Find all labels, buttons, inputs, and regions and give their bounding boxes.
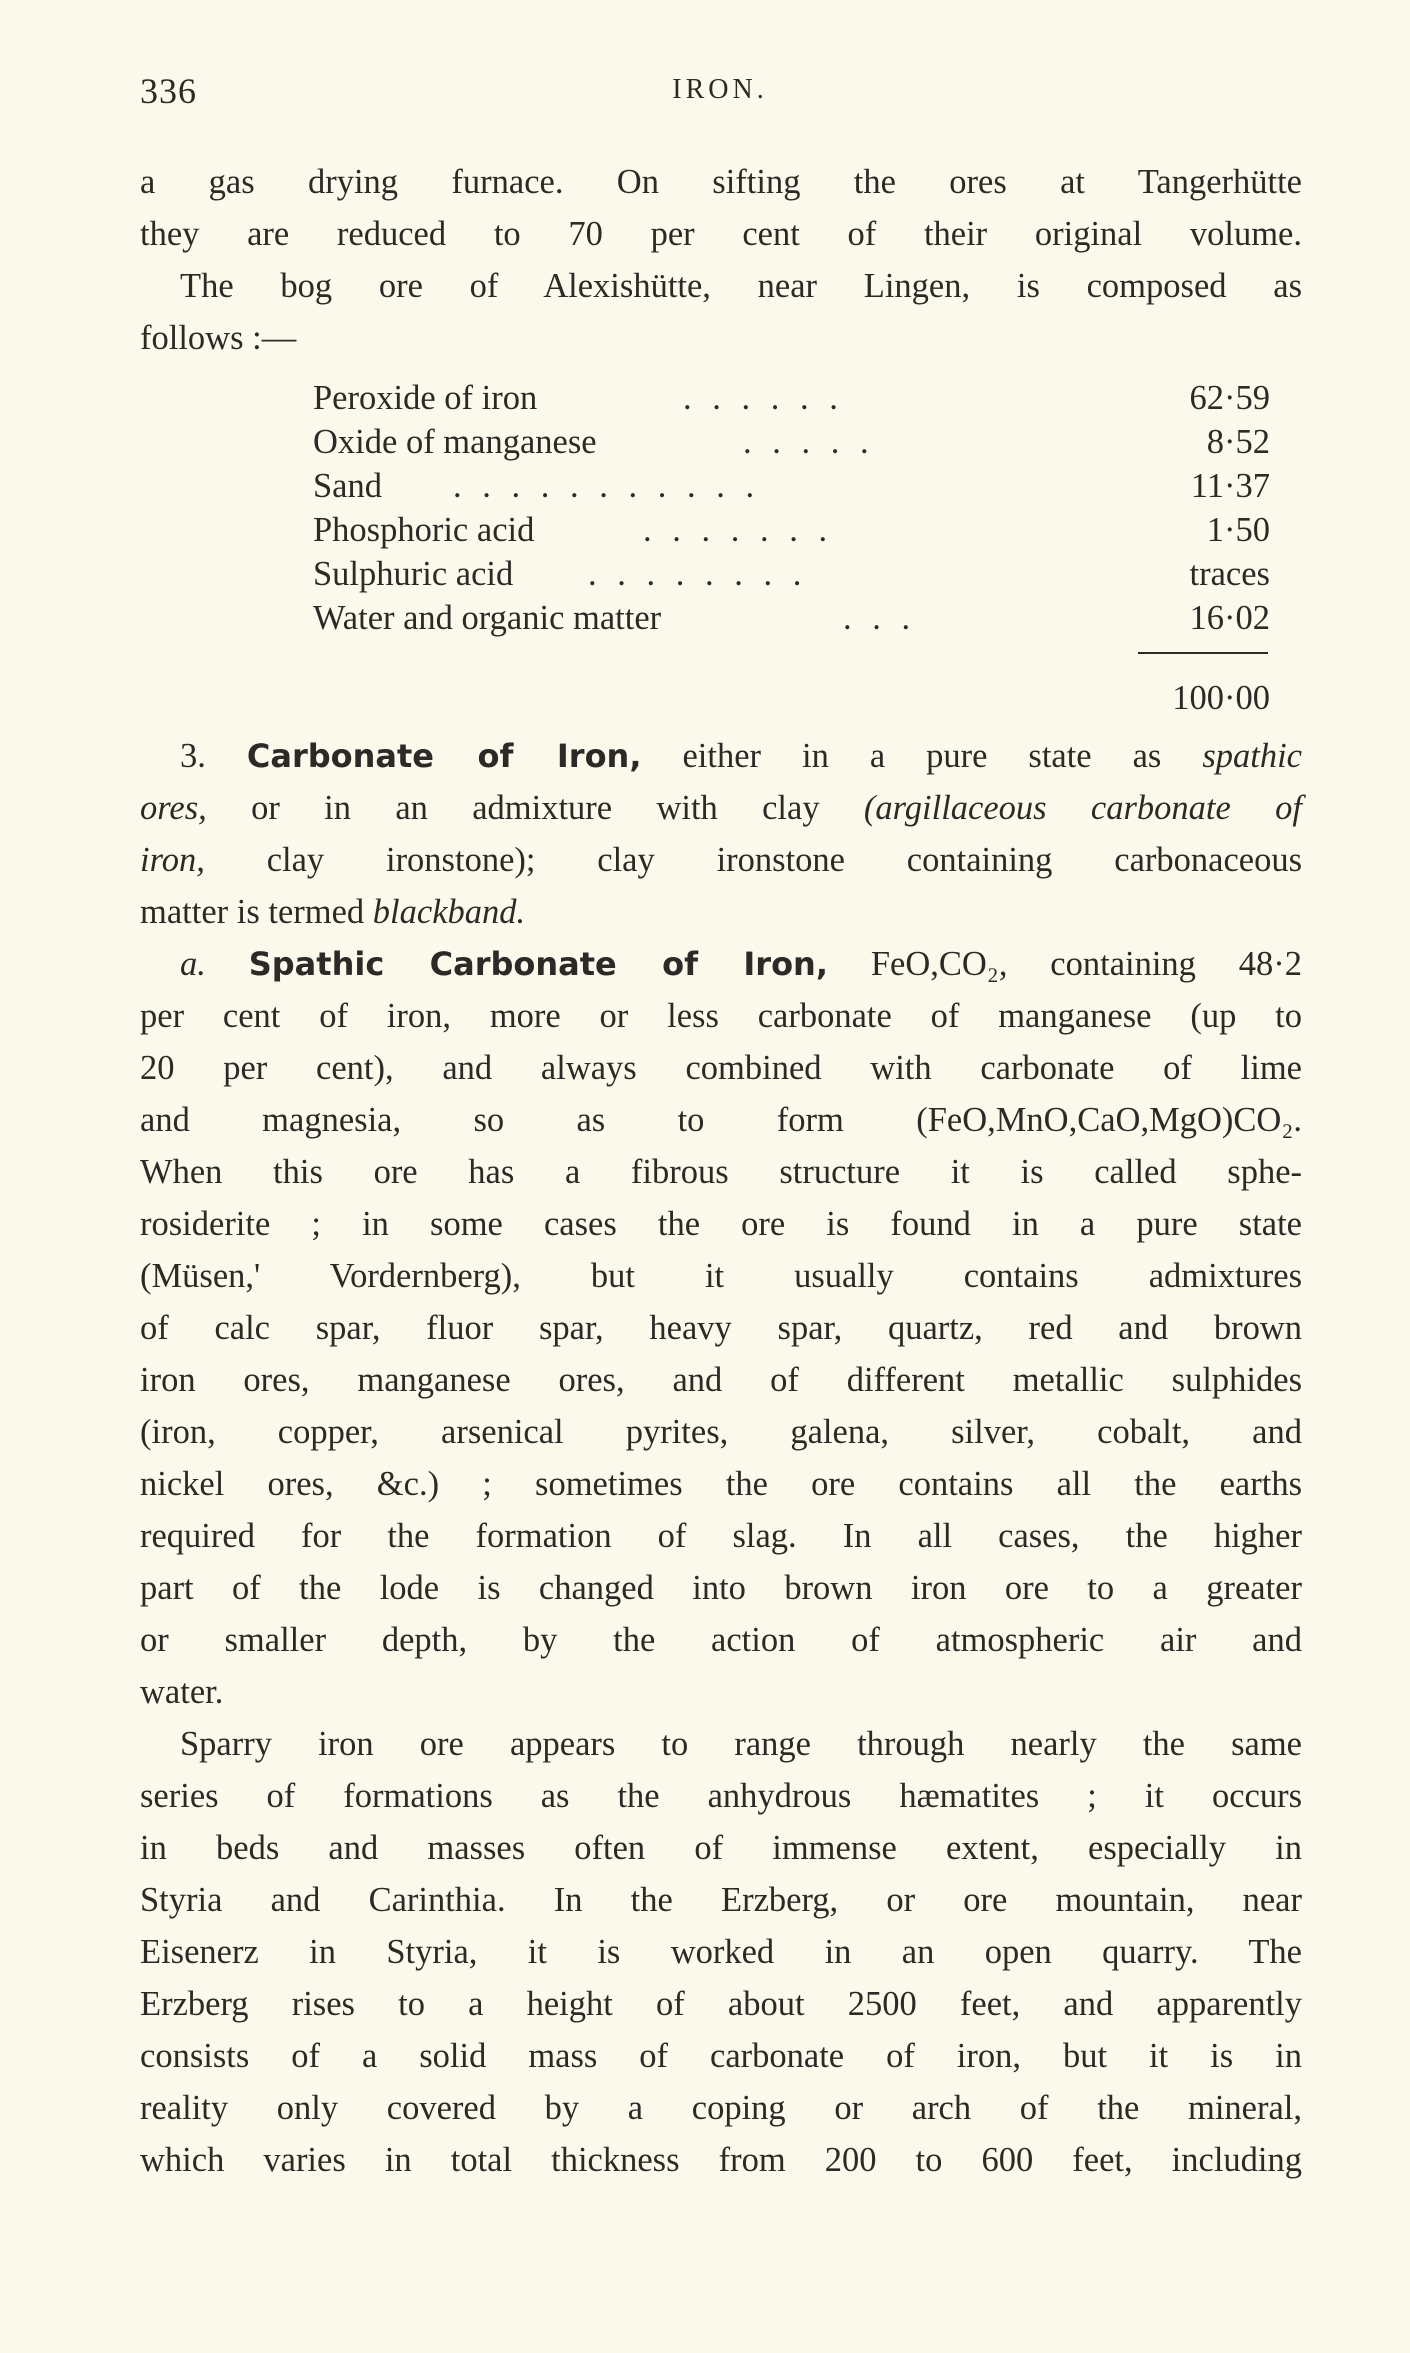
text-line: and magnesia, so as to form (FeO,MnO,CaO,MgO)CO₂.: [140, 1101, 1302, 1139]
text-line: Eisenerz in Styria, it is worked in an open quarry. The: [140, 1933, 1302, 1971]
text-line: Erzberg rises to a height of about 2500 feet, and apparently: [140, 1985, 1302, 2023]
text-line: which varies in total thickness from 200 to 600 feet, including: [140, 2141, 1302, 2179]
section-heading: Carbonate of Iron,: [246, 737, 642, 775]
table-row: [313, 552, 1270, 596]
text-line: reality only covered by a coping or arch of the mineral,: [140, 2089, 1302, 2127]
row-value: 11·37: [1190, 467, 1270, 505]
text-line: series of formations as the anhydrous hæmatites ; it occurs: [140, 1777, 1302, 1815]
row-value: 8·52: [1206, 423, 1270, 461]
leader-dots: . . . . . . . .: [588, 555, 808, 593]
text-line: 20 per cent), and always combined with carbonate of lime: [140, 1049, 1302, 1087]
leader-dots: . . . . . .: [683, 379, 844, 417]
text-fragment: FeO,CO₂, containing 48·2: [828, 945, 1303, 983]
text-fragment: either in a pure state as: [641, 737, 1203, 775]
row-label: Sand: [313, 467, 382, 505]
section-number: 3.: [180, 737, 206, 775]
row-value: 1·50: [1206, 511, 1270, 549]
body-text: [140, 156, 1303, 2179]
row-value: traces: [1189, 555, 1270, 593]
text-line: (iron, copper, arsenical pyrites, galena, silver, cobalt, and: [140, 1413, 1302, 1451]
row-label: Sulphuric acid: [313, 555, 514, 593]
leader-dots: . . . . . . . . . . .: [453, 467, 761, 505]
row-value: 62·59: [1189, 379, 1270, 417]
row-label: Peroxide of iron: [313, 379, 538, 417]
text-line: When this ore has a fibrous structure it is called sphe-: [140, 1153, 1302, 1191]
text-line: iron ores, manganese ores, and of different metallic sulphides: [140, 1361, 1302, 1399]
subsection-letter: a.: [180, 945, 206, 983]
row-label: Oxide of manganese: [313, 423, 597, 461]
text-line: follows :—: [140, 319, 297, 357]
table-row: [313, 420, 1270, 464]
text-line: per cent of iron, more or less carbonate of manganese (up to: [140, 997, 1302, 1035]
text-line: Sparry iron ore appears to range through nearly the same: [180, 1725, 1302, 1763]
italic-term: ores,: [140, 789, 207, 827]
italic-term: spathic: [1202, 737, 1302, 775]
text-line: part of the lode is changed into brown iron ore to a greater: [140, 1569, 1302, 1607]
text-line: [140, 730, 1302, 782]
text-line: a gas drying furnace. On sifting the ores at Tangerhütte: [140, 163, 1302, 201]
text-line: rosiderite ; in some cases the ore is found in a pure state: [140, 1205, 1302, 1243]
text-fragment: clay ironstone); clay ironstone containing carbonaceous: [204, 841, 1302, 879]
text-line: in beds and masses often of immense extent, especially in: [140, 1829, 1302, 1867]
text-line: [140, 938, 1302, 990]
italic-term: blackband.: [372, 893, 526, 931]
text-line: [140, 886, 1302, 938]
text-line: The bog ore of Alexishütte, near Lingen, is composed as: [180, 267, 1302, 305]
italic-term: (argillaceous carbonate of: [863, 789, 1302, 827]
text-line: of calc spar, fluor spar, heavy spar, quartz, red and brown: [140, 1309, 1302, 1347]
text-line: Styria and Carinthia. In the Erzberg, or ore mountain, near: [140, 1881, 1302, 1919]
table-row: [313, 376, 1270, 420]
row-label: Water and organic matter: [313, 599, 662, 637]
table-row: [313, 464, 1270, 508]
text-fragment: or in an admixture with clay: [206, 789, 864, 827]
text-fragment: matter is termed: [140, 893, 373, 931]
text-line: water.: [140, 1673, 224, 1711]
running-head: IRON.: [672, 74, 768, 105]
page-number: 336: [140, 71, 197, 111]
table-row: [313, 508, 1270, 552]
table-total: 100·00: [1172, 679, 1270, 717]
text-line: they are reduced to 70 per cent of their original volume.: [140, 215, 1302, 253]
composition-table: [140, 364, 1302, 694]
table-row: [313, 596, 1270, 640]
text-line: [140, 782, 1302, 834]
leader-dots: . . .: [843, 599, 917, 637]
text-line: consists of a solid mass of carbonate of iron, but it is in: [140, 2037, 1302, 2075]
row-label: Phosphoric acid: [313, 511, 535, 549]
text-line: (Müsen,' Vordernberg), but it usually contains admixtures: [140, 1257, 1302, 1295]
leader-dots: . . . . . . .: [643, 511, 834, 549]
text-line: or smaller depth, by the action of atmospheric air and: [140, 1621, 1302, 1659]
italic-term: iron,: [140, 841, 205, 879]
sum-rule: [1138, 652, 1268, 654]
section-3: [140, 730, 1302, 2186]
row-value: 16·02: [1189, 599, 1270, 637]
text-line: required for the formation of slag. In all cases, the higher: [140, 1517, 1302, 1555]
leader-dots: . . . . .: [743, 423, 875, 461]
page-header: [140, 70, 1300, 120]
subsection-heading: Spathic Carbonate of Iron,: [248, 945, 828, 983]
text-line: nickel ores, &c.) ; sometimes the ore contains all the earths: [140, 1465, 1302, 1503]
text-line: [140, 834, 1302, 886]
